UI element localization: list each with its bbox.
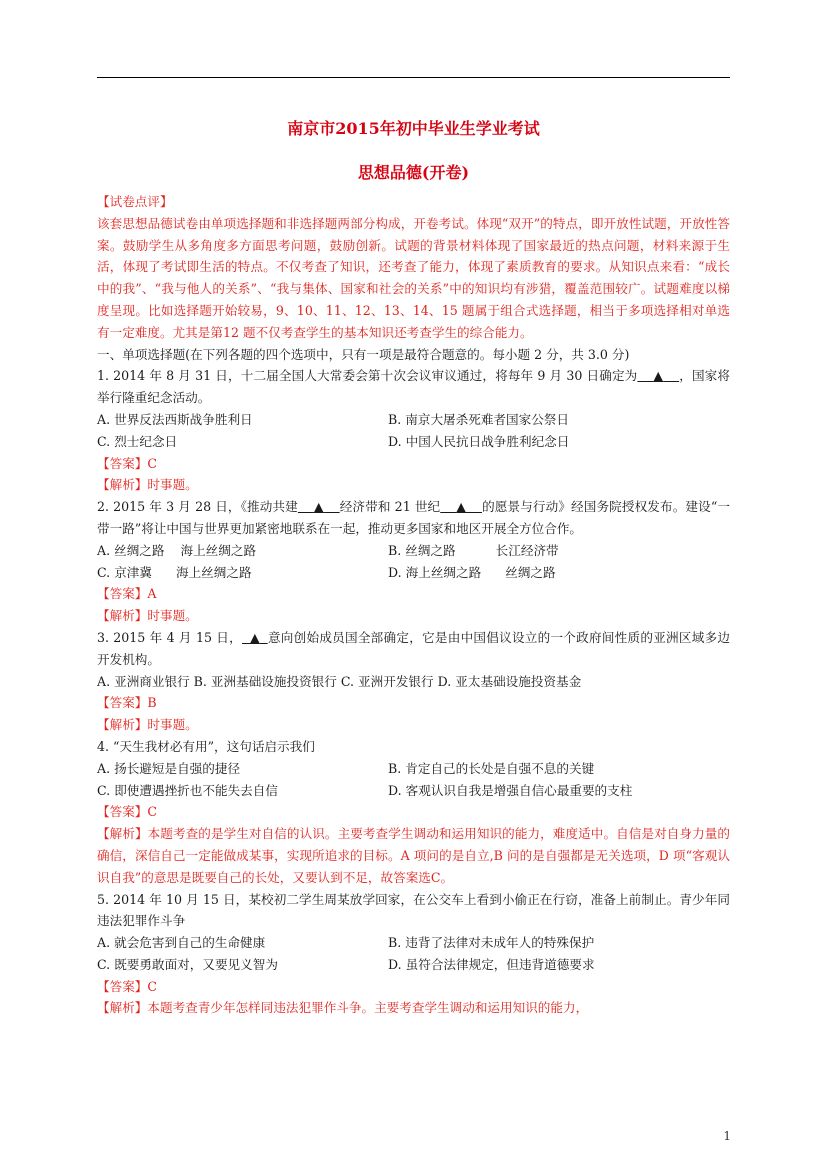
question-4-options-row-1: [97, 758, 730, 780]
option-b: B. 违背了法律对未成年人的特殊保护: [388, 935, 595, 951]
question-5-analysis: 【解析】本题考查青少年怎样同违法犯罪作斗争。主要考查学生调动和运用知识的能力，: [97, 1000, 589, 1016]
question-1-stem: 1. 2014 年 8 月 31 日，十二届全国人大常委会第十次会议审议通过，将每年 9 月 30 日确定为 ▲ ，国家将举行隆重纪念活动。: [97, 365, 730, 409]
option-a: A. 丝绸之路 海上丝绸之路: [97, 542, 257, 558]
question-3-answer: 【答案】B: [97, 695, 157, 711]
header-rule: [97, 77, 730, 78]
option-a: A. 就会危害到自己的生命健康: [97, 935, 266, 951]
question-5-stem: 5. 2014 年 10 月 15 日，某校初二学生周某放学回家，在公交车上看到小偷正在行窃，准备上前制止。青少年同违法犯罪作斗争: [97, 891, 730, 929]
question-3-options: A. 亚洲商业银行 B. 亚洲基础设施投资银行 C. 亚洲开发银行 D. 亚太基础设施投资基金: [97, 673, 582, 689]
option-a: A. 扬长避短是自强的捷径: [97, 760, 241, 776]
question-2-answer: 【答案】A: [97, 586, 157, 602]
question-3-analysis: 【解析】时事题。: [97, 717, 198, 733]
question-2-options-row-2: [97, 562, 730, 584]
option-c: C. 既要勇敢面对，又要见义智为: [97, 956, 278, 972]
question-4-answer: 【答案】C: [97, 804, 158, 820]
option-d: D. 海上丝绸之路 丝绸之路: [388, 564, 556, 580]
option-c: C. 烈士纪念日: [97, 433, 178, 449]
option-d: D. 客观认识自我是增强自信心最重要的支柱: [388, 782, 633, 798]
option-b: B. 肯定自己的长处是自强不息的关键: [388, 760, 595, 776]
option-d: D. 中国人民抗日战争胜利纪念日: [388, 433, 570, 449]
question-1-analysis: 【解析】时事题。: [97, 477, 198, 493]
question-2-options-row-1: [97, 540, 730, 562]
question-5-answer: 【答案】C: [97, 978, 158, 994]
review-heading: 【试卷点评】: [97, 194, 173, 209]
section-heading: 一、单项选择题(在下列各题的四个选项中，只有一项是最符合题意的。每小题 2 分，共 3.0 分): [97, 346, 630, 362]
answer-blank: ▲: [456, 499, 466, 515]
question-3-stem: 3. 2015 年 4 月 15 日， ▲ 意向创始成员国全部确定，它是由中国倡议设立的一个政府间性质的亚洲区域多边开发机构。: [97, 627, 730, 671]
exam-content: [97, 191, 730, 1019]
question-1-options-row-1: [97, 409, 730, 431]
review-text: 该套思想品德试卷由单项选择题和非选择题两部分构成，开卷考试。体现“双开”的特点，即开放性试题，开放性答案。鼓励学生从多角度多方面思考问题，鼓励创新。试题的背景材料体现了国家最近的热点问题，材料来源于生活，体现了考试即生活的特点。不仅考查了知识，还考查了能力，体现了素质教育的要求。从知识点来看：“成长中的我”、“我与他人的关系”、“我与集体、国家和社会的关系”中的知识均有涉猎，覆盖范围较广。试题难度以梯度呈现。比如选择题开始较易，9、10、11、12、13、14、15 题属于组合式选择题，相当于多项选择相对单选有一定难度。尤其是第12 题不仅考查学生的基本知识还考查学生的综合能力。: [97, 215, 730, 340]
option-c: C. 即使遭遇挫折也不能失去自信: [97, 782, 278, 798]
question-2-analysis: 【解析】时事题。: [97, 608, 198, 624]
option-b: B. 丝绸之路 长江经济带: [388, 542, 559, 558]
option-b: B. 南京大屠杀死难者国家公祭日: [388, 411, 569, 427]
exam-title: 南京市2015年初中毕业生学业考试: [287, 119, 540, 138]
option-a: A. 世界反法西斯战争胜利日: [97, 411, 253, 427]
page-number: 1: [723, 1129, 731, 1143]
question-4-options-row-2: [97, 780, 730, 802]
answer-blank: ▲: [653, 368, 664, 384]
answer-blank: ▲: [250, 629, 260, 645]
question-4-analysis: 【解析】本题考查的是学生对自信的认识。主要考查学生调动和运用知识的能力，难度适中。自信是对自身力量的确信，深信自己一定能做成某事，实现所追求的目标。A 项问的是自立,B 问的是自强都是无关选项，D 项“客观认识自我”的意思是既要自己的长处，又要认到不足，故答案选C。: [97, 826, 730, 885]
question-5-options-row-2: [97, 954, 730, 976]
answer-blank: ▲: [313, 499, 324, 515]
question-2-stem: 2. 2015 年 3 月 28 日，《推动共建 ▲ 经济带和 21 世纪 ▲ 的愿景与行动》经国务院授权发布。建设“一带一路”将让中国与世界更加紧密地联系在一起，推动更多国家和地区开展全方位合作。: [97, 496, 730, 540]
question-1-options-row-2: [97, 431, 730, 453]
exam-subtitle: 思想品德(开卷): [357, 163, 470, 182]
question-4-stem: 4. “天生我材必有用”，这句话启示我们: [97, 738, 315, 754]
question-5-options-row-1: [97, 932, 730, 954]
option-d: D. 虽符合法律规定，但违背道德要求: [388, 956, 595, 972]
question-1-answer: 【答案】C: [97, 455, 158, 471]
option-c: C. 京津冀 海上丝绸之路: [97, 564, 252, 580]
